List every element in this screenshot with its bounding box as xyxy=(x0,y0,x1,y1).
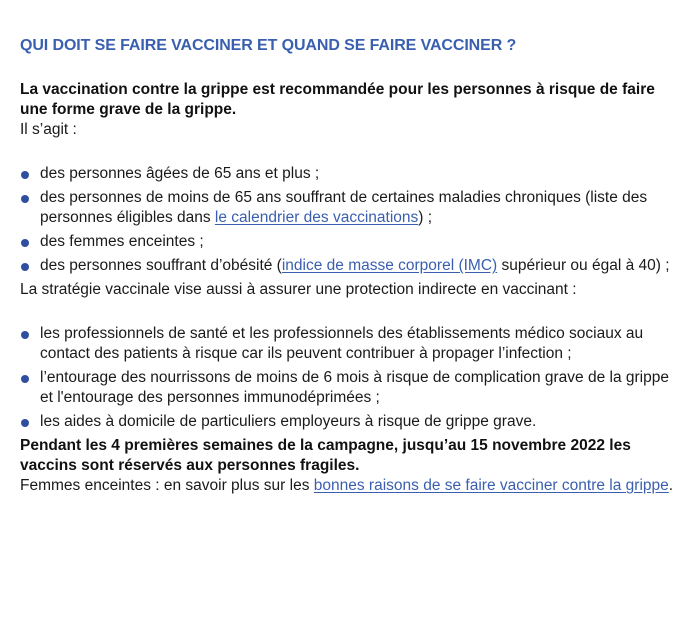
section-heading: QUI DOIT SE FAIRE VACCINER ET QUAND SE FAIRE VACCINER ? xyxy=(20,37,517,54)
lead-paragraph: La vaccination contre la grippe est recommandée pour les personnes à risque de faire une forme grave de la grippe. xyxy=(20,81,655,118)
list-item xyxy=(20,188,677,228)
list-item-text-end: ) ; xyxy=(418,209,433,226)
bullet-icon xyxy=(21,239,29,247)
list-item xyxy=(20,232,677,252)
pregnant-women-paragraph xyxy=(20,476,677,496)
list-item xyxy=(20,368,677,408)
pregnant-women-text-end: . xyxy=(668,477,674,494)
list-item-text: des femmes enceintes ; xyxy=(40,233,204,250)
bullet-icon xyxy=(21,419,29,427)
risk-groups-list xyxy=(20,164,677,276)
list-item-text: des personnes de moins de 65 ans souffrant de certaines maladies chroniques (liste des personnes éligibles dans xyxy=(40,189,648,226)
list-item xyxy=(20,412,677,432)
pregnant-women-text: Femmes enceintes : en savoir plus sur les xyxy=(20,477,314,494)
list-item-text: des personnes souffrant d’obésité ( xyxy=(40,257,282,274)
good-reasons-link[interactable]: bonnes raisons de se faire vacciner contre la grippe xyxy=(313,477,669,494)
list-item-text: les aides à domicile de particuliers employeurs à risque de grippe grave. xyxy=(40,413,537,430)
bullet-icon xyxy=(21,263,29,271)
campaign-note: Pendant les 4 premières semaines de la campagne, jusqu’au 15 novembre 2022 les vaccins sont réservés aux personnes fragiles. xyxy=(20,437,631,474)
bullet-icon xyxy=(21,375,29,383)
list-item xyxy=(20,164,677,184)
list-item xyxy=(20,324,677,364)
vaccination-calendar-link[interactable]: le calendrier des vaccinations xyxy=(214,209,419,226)
bullet-icon xyxy=(21,195,29,203)
list-item-text: les professionnels de santé et les professionnels des établissements médico sociaux au contact des patients à risque car ils peuvent contribuer à propager l’infection ; xyxy=(40,325,644,362)
bmi-link[interactable]: indice de masse corporel (IMC) xyxy=(281,257,498,274)
bullet-icon xyxy=(21,331,29,339)
strategy-text: La stratégie vaccinale vise aussi à assurer une protection indirecte en vaccinant : xyxy=(20,281,577,298)
list-item-text: des personnes âgées de 65 ans et plus ; xyxy=(40,165,320,182)
list-item xyxy=(20,256,677,276)
list-item-text: l’entourage des nourrissons de moins de 6 mois à risque de complication grave de la grippe et l'entourage des personnes immunodéprimées ; xyxy=(40,369,669,406)
bullet-icon xyxy=(21,171,29,179)
indirect-protection-list xyxy=(20,324,677,432)
list-item-text-end: supérieur ou égal à 40) ; xyxy=(497,257,670,274)
intro-text: Il s’agit : xyxy=(20,121,77,138)
